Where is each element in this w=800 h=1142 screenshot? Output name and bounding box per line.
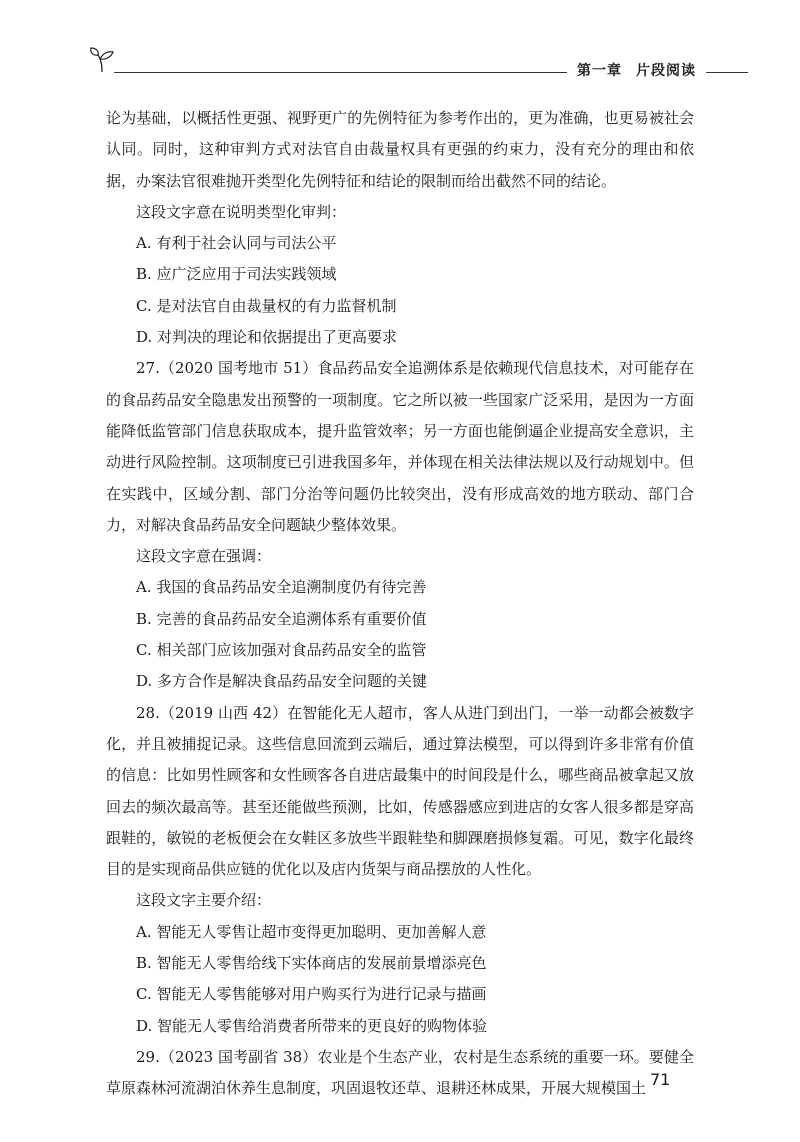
answer-option: D. 智能无人零售给消费者所带来的更良好的购物体验 (136, 1016, 488, 1035)
chapter-label: 第一章 (577, 63, 622, 79)
answer-option: D. 对判决的理论和依据提出了更高要求 (136, 328, 398, 347)
answer-option: B. 智能无人零售给线下实体商店的发展前景增添亮色 (136, 954, 487, 973)
answer-option: A. 有利于社会认同与司法公平 (136, 234, 337, 253)
chapter-title (567, 60, 706, 80)
answer-option: A. 智能无人零售让超市变得更加聪明、更加善解人意 (136, 922, 487, 941)
answer-option: D. 多方合作是解决食品药品安全问题的关键 (136, 672, 428, 691)
question-paragraph: 28.（2019 山西 42）在智能化无人超市，客人从进门到出门，一举一动都会被数字化，并且被捕捉记录。这些信息回流到云端后，通过算法模型，可以得到许多非常有价值的信息：比如男性顾客和女性顾客各自进店最集中的时间段是什么，哪些商品被拿起又放回去的频次最高等。甚至还能做些预测，比如，传感器感应到进店的女客人很多都是穿高跟鞋的，敏锐的老板便会在女鞋区多放些半跟鞋垫和脚踝磨损修复霜。可见，数字化最终目的是实现商品供应链的优化以及店内货架与商品摆放的人性化。 (106, 703, 694, 879)
running-header (88, 42, 748, 82)
sprout-icon (88, 46, 118, 74)
question-paragraph: 27.（2020 国考地市 51）食品药品安全追溯体系是依赖现代信息技术，对可能存在的食品药品安全隐患发出预警的一项制度。它之所以被一些国家广泛采用，是因为一方面能降低监管部门信息获取成本，提升监管效率；另一方面也能倒逼企业提高安全意识，主动进行风险控制。这项制度已引进我国多年，并体现在相关法律法规以及行动规划中。但在实践中，区域分割、部门分治等问题仍比较突出，没有形成高效的地方联动、部门合力，对解决食品药品安全问题缺少整体效果。 (106, 359, 694, 534)
page-content (106, 103, 694, 1105)
body-paragraph: 论为基础，以概括性更强、视野更广的先例特征为参考作出的，更为准确，也更易被社会认同。同时，这种审判方式对法官自由裁量权具有更强的约束力，没有充分的理由和依据，办案法官很难抛开类型化先例特征和结论的限制而给出截然不同的结论。 (106, 109, 694, 190)
answer-option: C. 是对法官自由裁量权的有力监督机制 (136, 296, 397, 315)
question-prompt: 这段文字主要介绍： (136, 891, 272, 910)
answer-option: B. 完善的食品药品安全追溯体系有重要价值 (136, 609, 427, 628)
page-number: 71 (650, 1070, 671, 1089)
question-prompt: 这段文字意在强调： (136, 547, 272, 566)
section-label: 片段阅读 (636, 63, 696, 79)
answer-option: A. 我国的食品药品安全追溯制度仍有待完善 (136, 578, 427, 597)
question-paragraph: 29.（2023 国考副省 38）农业是个生态产业，农村是生态系统的重要一环。要健全草原森林河流湖泊休养生息制度，巩固退牧还草、退耕还林成果，开展大规模国土 (106, 1047, 694, 1098)
answer-option: B. 应广泛应用于司法实践领域 (136, 265, 337, 284)
question-prompt: 这段文字意在说明类型化审判： (136, 202, 347, 221)
answer-option: C. 智能无人零售能够对用户购买行为进行记录与描画 (136, 985, 487, 1004)
answer-option: C. 相关部门应该加强对食品药品安全的监管 (136, 641, 427, 660)
